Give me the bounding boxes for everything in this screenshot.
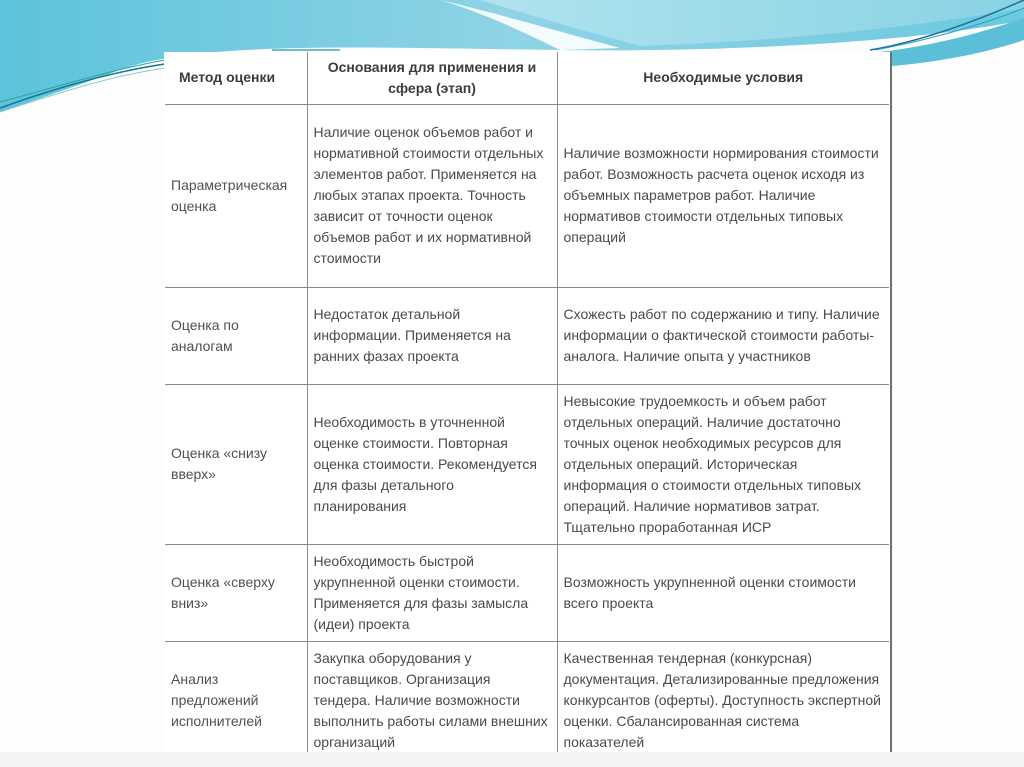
table-row: [165, 384, 889, 544]
cell-basis: Наличие оценок объемов работ и нормативной стоимости отдельных элементов работ. Применяется на любых этапах проекта. Точность зависит от точности оценок объемов работ и их нормативной стоимости: [307, 104, 557, 287]
header-basis: Основания для применения и сфера (этап): [307, 52, 557, 104]
cell-conditions: Качественная тендерная (конкурсная) документация. Детализированные предложения конкурсантов (оферты). Доступность экспертной оценки. Сбалансированная система показателей: [557, 641, 889, 753]
cell-method: Оценка «снизу вверх»: [165, 384, 307, 544]
header-method: Метод оценки: [165, 52, 307, 104]
cell-method: Оценка по аналогам: [165, 287, 307, 384]
cell-conditions: Наличие возможности нормирования стоимости работ. Возможность расчета оценок исходя из объемных параметров работ. Наличие нормативов стоимости отдельных типовых операций: [557, 104, 889, 287]
cell-method: Параметрическая оценка: [165, 104, 307, 287]
table-header-row: [165, 52, 889, 104]
cell-basis: Недостаток детальной информации. Применяется на ранних фазах проекта: [307, 287, 557, 384]
cell-basis: Закупка оборудования у поставщиков. Организация тендера. Наличие возможности выполнить работы силами внешних организаций: [307, 641, 557, 753]
table-row: [165, 104, 889, 287]
cell-method: Анализ предложений исполнителей: [165, 641, 307, 753]
table-row: [165, 641, 889, 753]
cell-basis: Необходимость в уточненной оценке стоимости. Повторная оценка стоимости. Рекомендуется для фазы детального планирования: [307, 384, 557, 544]
header-conditions: Необходимые условия: [557, 52, 889, 104]
table-row: [165, 544, 889, 641]
cell-basis: Необходимость быстрой укрупненной оценки стоимости. Применяется для фазы замысла (идеи) проекта: [307, 544, 557, 641]
cell-conditions: Невысокие трудоемкость и объем работ отдельных операций. Наличие достаточно точных оценок необходимых ресурсов для отдельных операций. Историческая информация о стоимости отдельных типовых операций. Наличие нормативов затрат. Тщательно проработанная ИСР: [557, 384, 889, 544]
cell-conditions: Возможность укрупненной оценки стоимости всего проекта: [557, 544, 889, 641]
comparison-table-container: [164, 52, 892, 752]
cell-conditions: Схожесть работ по содержанию и типу. Наличие информации о фактической стоимости работы-аналога. Наличие опыта у участников: [557, 287, 889, 384]
table-row: [165, 287, 889, 384]
cell-method: Оценка «сверху вниз»: [165, 544, 307, 641]
estimation-methods-table: [165, 52, 889, 753]
slide-bottom-margin: [0, 752, 1024, 767]
